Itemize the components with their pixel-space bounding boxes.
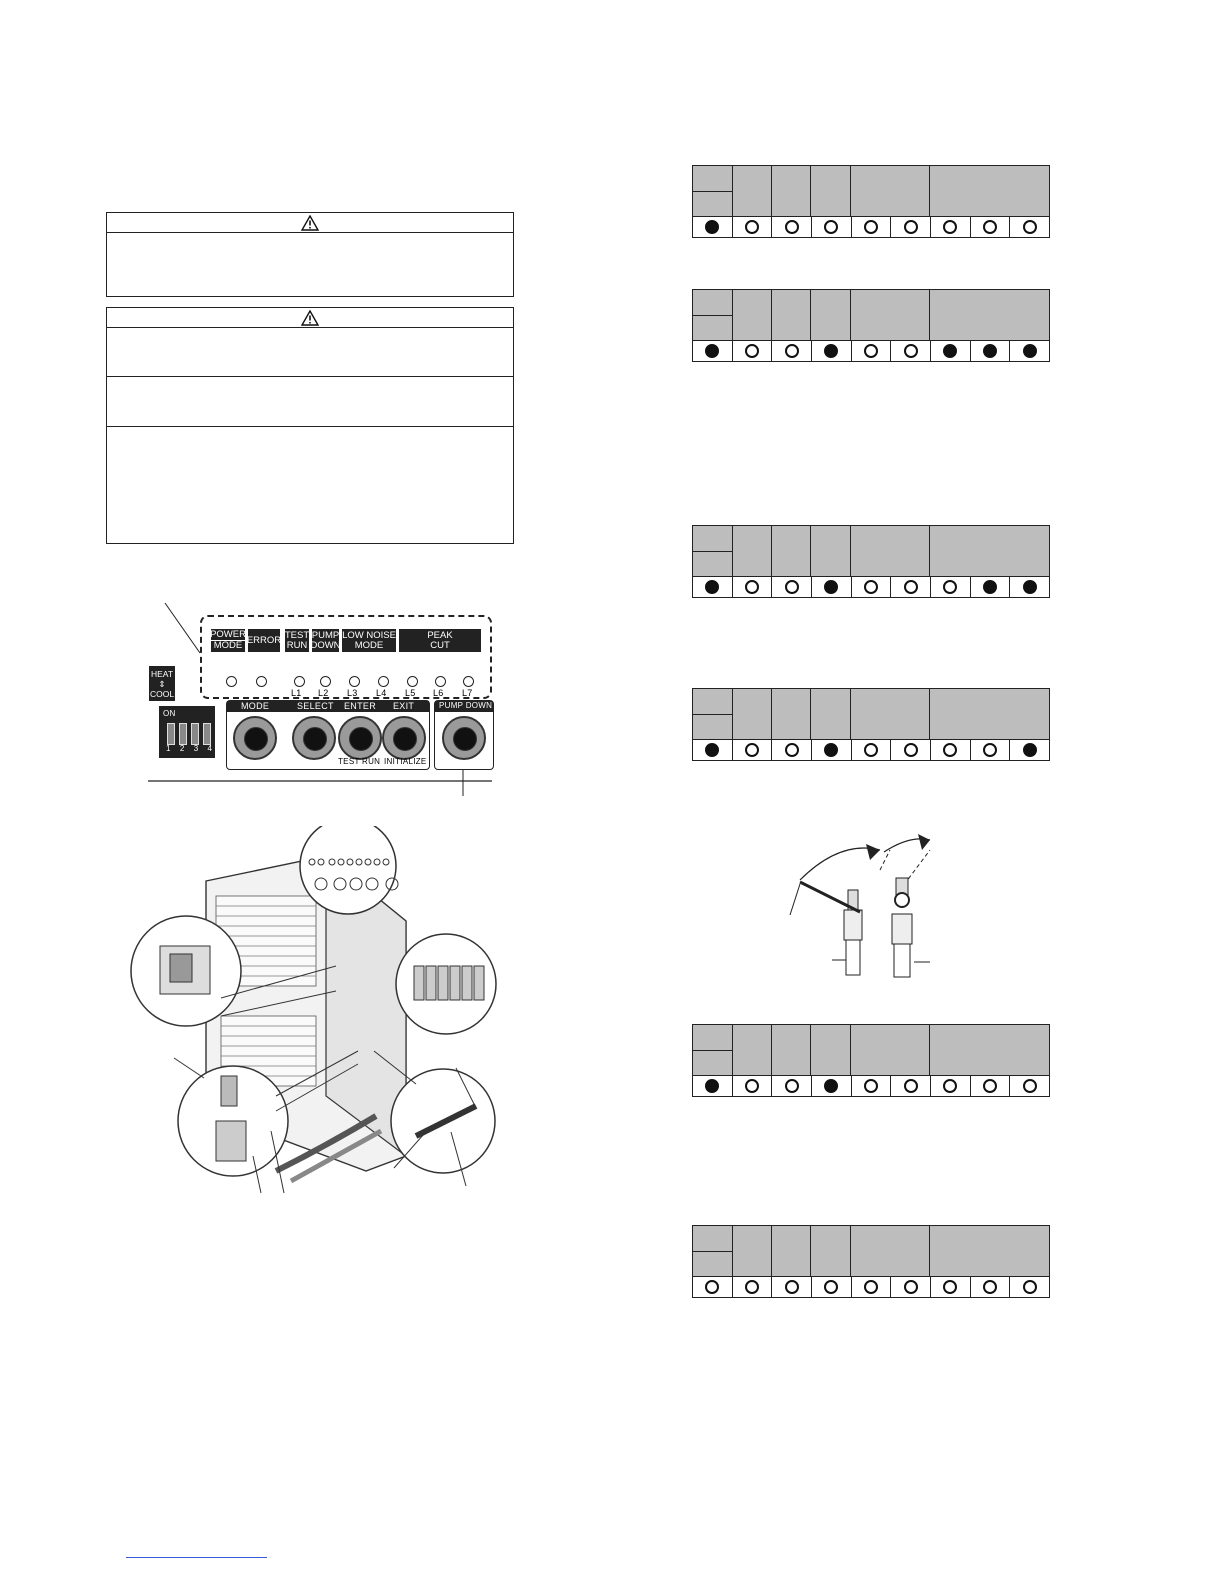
led-cell bbox=[733, 577, 773, 597]
led-cell bbox=[812, 1076, 852, 1096]
led-cell bbox=[772, 217, 812, 237]
led-on-indicator bbox=[1023, 743, 1037, 757]
initialize-sublabel: INITIALIZE bbox=[384, 757, 427, 766]
table-header-cell bbox=[851, 689, 930, 739]
table-header-cell bbox=[930, 290, 1051, 340]
led-state-table bbox=[692, 688, 1050, 761]
enter-button[interactable] bbox=[338, 716, 382, 760]
led-on-indicator bbox=[983, 344, 997, 358]
led-off-indicator bbox=[904, 220, 918, 234]
label-cut-text: CUT bbox=[430, 639, 450, 651]
led-cell bbox=[971, 217, 1011, 237]
led-cell bbox=[693, 740, 733, 760]
led-cell bbox=[971, 1277, 1011, 1297]
led-cell bbox=[812, 217, 852, 237]
led-cell bbox=[693, 217, 733, 237]
select-label: SELECT bbox=[297, 701, 334, 711]
led-on-indicator bbox=[1023, 580, 1037, 594]
table-header-cell bbox=[772, 1226, 811, 1276]
table-header-cell bbox=[851, 290, 930, 340]
table-header-cell bbox=[772, 689, 811, 739]
led-off-indicator bbox=[904, 743, 918, 757]
led-off-indicator bbox=[745, 580, 759, 594]
led-cell bbox=[812, 577, 852, 597]
table-header-subcell bbox=[693, 1251, 733, 1276]
label-error-text: ERROR bbox=[246, 634, 282, 646]
led-off-indicator bbox=[864, 743, 878, 757]
led-label-l6: L6 bbox=[433, 688, 444, 698]
led-error bbox=[256, 676, 267, 687]
control-panel-diagram bbox=[140, 598, 500, 798]
led-off-indicator bbox=[745, 344, 759, 358]
dip-number-1: 1 bbox=[166, 744, 171, 753]
led-off-indicator bbox=[943, 1280, 957, 1294]
led-off-indicator bbox=[983, 1079, 997, 1093]
table-header-cell bbox=[772, 166, 811, 216]
table-header-cell bbox=[930, 166, 1051, 216]
led-cell bbox=[772, 1277, 812, 1297]
led-l3 bbox=[349, 676, 360, 687]
warning-row-1 bbox=[107, 328, 513, 377]
table-led-row bbox=[693, 216, 1049, 237]
led-off-indicator bbox=[904, 1280, 918, 1294]
warning-box-1-header bbox=[107, 213, 513, 233]
led-on-indicator bbox=[705, 743, 719, 757]
led-l5 bbox=[407, 676, 418, 687]
table-header-cell bbox=[851, 526, 930, 576]
main-buttons-bar bbox=[227, 701, 429, 712]
heat-cool-arrow-icon: ⇕ bbox=[158, 678, 166, 689]
label-peak-text: PEAK bbox=[427, 629, 453, 641]
label-power-text: POWER bbox=[210, 629, 246, 640]
select-button[interactable] bbox=[292, 716, 336, 760]
led-off-indicator bbox=[745, 1280, 759, 1294]
table-led-row bbox=[693, 576, 1049, 597]
led-cell bbox=[891, 1076, 931, 1096]
led-cell bbox=[931, 341, 971, 361]
led-cell bbox=[1010, 217, 1049, 237]
led-off-indicator bbox=[1023, 1079, 1037, 1093]
table-header-cell bbox=[930, 1226, 1051, 1276]
led-off-indicator bbox=[824, 220, 838, 234]
led-cell bbox=[812, 341, 852, 361]
led-cell bbox=[891, 577, 931, 597]
led-cell bbox=[1010, 1277, 1049, 1297]
led-off-indicator bbox=[904, 344, 918, 358]
led-cell bbox=[852, 1277, 892, 1297]
table-header-cell bbox=[811, 1226, 851, 1276]
label-run-text: RUN bbox=[286, 639, 308, 651]
led-off-indicator bbox=[864, 580, 878, 594]
table-led-row bbox=[693, 739, 1049, 760]
led-cell bbox=[931, 577, 971, 597]
dip-number-2: 2 bbox=[179, 744, 185, 753]
table-header-subcell bbox=[693, 714, 733, 739]
led-cell bbox=[852, 577, 892, 597]
led-on-indicator bbox=[943, 344, 957, 358]
table-header-subcell bbox=[693, 551, 733, 576]
led-cell bbox=[852, 1076, 892, 1096]
table-header-cell bbox=[851, 1025, 930, 1075]
label-pump-text: PUMP bbox=[311, 629, 340, 641]
dip-number-3: 3 bbox=[193, 744, 199, 753]
label-down-text: DOWN bbox=[310, 639, 341, 651]
pump-down-frame bbox=[434, 700, 494, 770]
led-cell bbox=[852, 341, 892, 361]
warning-box-2-header bbox=[107, 308, 513, 328]
table-header-cell bbox=[811, 526, 851, 576]
main-buttons-frame bbox=[226, 700, 430, 770]
led-label-l4: L4 bbox=[376, 688, 387, 698]
led-state-table bbox=[692, 165, 1050, 238]
led-off-indicator bbox=[745, 743, 759, 757]
led-cell bbox=[971, 577, 1011, 597]
led-label-l1: L1 bbox=[291, 688, 302, 698]
led-cell bbox=[931, 740, 971, 760]
led-on-indicator bbox=[824, 743, 838, 757]
led-off-indicator bbox=[785, 220, 799, 234]
table-header-cell bbox=[772, 1025, 811, 1075]
led-off-indicator bbox=[864, 1280, 878, 1294]
led-off-indicator bbox=[785, 1280, 799, 1294]
led-cell bbox=[772, 341, 812, 361]
table-header-cell bbox=[811, 166, 851, 216]
mode-label: MODE bbox=[241, 701, 270, 711]
led-on-indicator bbox=[1023, 344, 1037, 358]
led-on-indicator bbox=[824, 1079, 838, 1093]
led-cell bbox=[971, 740, 1011, 760]
led-off-indicator bbox=[745, 1079, 759, 1093]
label-test-text: TEST bbox=[284, 629, 310, 641]
led-label-l5: L5 bbox=[405, 688, 416, 698]
led-state-table bbox=[692, 1225, 1050, 1298]
led-cell bbox=[733, 740, 773, 760]
label-test-run bbox=[285, 629, 309, 652]
exit-button[interactable] bbox=[382, 716, 426, 760]
led-on-indicator bbox=[705, 344, 719, 358]
led-cell bbox=[733, 1277, 773, 1297]
label-mode2-text: MODE bbox=[354, 639, 384, 651]
table-header-cell bbox=[733, 290, 772, 340]
test-run-sublabel: TEST RUN bbox=[338, 757, 381, 766]
footer-link-underline[interactable] bbox=[126, 1557, 267, 1558]
table-header-cell bbox=[930, 689, 1051, 739]
label-cool-text: COOL bbox=[149, 688, 175, 699]
indicator-dashed-frame bbox=[200, 615, 492, 699]
led-off-indicator bbox=[943, 220, 957, 234]
table-led-row bbox=[693, 340, 1049, 361]
led-off-indicator bbox=[1023, 1280, 1037, 1294]
led-off-indicator bbox=[983, 220, 997, 234]
dip-number-4: 4 bbox=[207, 744, 212, 753]
table-header-cell bbox=[851, 166, 930, 216]
led-off-indicator bbox=[904, 1079, 918, 1093]
table-header-cell bbox=[930, 1025, 1051, 1075]
dip-on-label: ON bbox=[163, 709, 176, 718]
led-on-indicator bbox=[824, 344, 838, 358]
led-cell bbox=[1010, 740, 1049, 760]
table-header-cell bbox=[772, 526, 811, 576]
table-header-cell bbox=[733, 166, 772, 216]
led-cell bbox=[772, 577, 812, 597]
label-heat-text: HEAT bbox=[150, 668, 174, 679]
table-header-cell bbox=[811, 1025, 851, 1075]
led-off-indicator bbox=[983, 1280, 997, 1294]
warning-box-2 bbox=[106, 307, 514, 544]
led-cell bbox=[931, 217, 971, 237]
led-cell bbox=[1010, 341, 1049, 361]
led-cell bbox=[772, 1076, 812, 1096]
led-off-indicator bbox=[785, 1079, 799, 1093]
table-header-cell bbox=[851, 1226, 930, 1276]
led-cell bbox=[852, 740, 892, 760]
led-off-indicator bbox=[1023, 220, 1037, 234]
led-cell bbox=[852, 217, 892, 237]
led-l2 bbox=[320, 676, 331, 687]
heat-cool-indicator bbox=[149, 666, 175, 701]
outdoor-unit-illustration bbox=[126, 826, 502, 1194]
led-cell bbox=[1010, 1076, 1049, 1096]
led-off-indicator bbox=[943, 1079, 957, 1093]
label-peak-cut bbox=[399, 629, 481, 652]
led-cell bbox=[891, 740, 931, 760]
led-off-indicator bbox=[943, 743, 957, 757]
led-cell bbox=[891, 217, 931, 237]
led-off-indicator bbox=[785, 743, 799, 757]
led-cell bbox=[971, 1076, 1011, 1096]
led-cell bbox=[693, 1277, 733, 1297]
led-l7 bbox=[463, 676, 474, 687]
led-cell bbox=[891, 341, 931, 361]
led-off-indicator bbox=[785, 344, 799, 358]
led-off-indicator bbox=[864, 220, 878, 234]
warning-box-1 bbox=[106, 212, 514, 297]
table-header-cell bbox=[811, 689, 851, 739]
led-cell bbox=[971, 341, 1011, 361]
enter-label: ENTER bbox=[344, 701, 377, 711]
table-header-subcell bbox=[693, 1050, 733, 1075]
led-l4 bbox=[378, 676, 389, 687]
table-led-row bbox=[693, 1075, 1049, 1096]
led-l1 bbox=[294, 676, 305, 687]
led-cell bbox=[812, 740, 852, 760]
table-header-subcell bbox=[693, 191, 733, 216]
label-error bbox=[248, 629, 280, 652]
dip-switch[interactable] bbox=[159, 706, 215, 758]
dip-number-row bbox=[166, 744, 212, 753]
led-cell bbox=[891, 1277, 931, 1297]
valve-rotation-diagram bbox=[780, 830, 950, 980]
label-pump-down bbox=[312, 629, 339, 652]
exit-label: EXIT bbox=[393, 701, 415, 711]
led-state-table bbox=[692, 525, 1050, 598]
led-on-indicator bbox=[824, 580, 838, 594]
table-header-cell bbox=[733, 689, 772, 739]
led-power bbox=[226, 676, 237, 687]
table-header-cell bbox=[733, 1025, 772, 1075]
led-cell bbox=[693, 341, 733, 361]
table-header-cell bbox=[772, 290, 811, 340]
pump-down-button[interactable] bbox=[442, 716, 486, 760]
led-off-indicator bbox=[864, 1079, 878, 1093]
table-header-cell bbox=[930, 526, 1051, 576]
led-label-l2: L2 bbox=[318, 688, 329, 698]
led-off-indicator bbox=[745, 220, 759, 234]
led-off-indicator bbox=[864, 344, 878, 358]
led-cell bbox=[693, 1076, 733, 1096]
warning-row-2 bbox=[107, 377, 513, 427]
label-power-mode bbox=[211, 629, 245, 652]
table-header-cell bbox=[811, 290, 851, 340]
mode-button[interactable] bbox=[233, 716, 277, 760]
led-l6 bbox=[435, 676, 446, 687]
led-off-indicator bbox=[943, 580, 957, 594]
led-state-table bbox=[692, 289, 1050, 362]
led-cell bbox=[733, 217, 773, 237]
table-header-cell bbox=[733, 526, 772, 576]
label-low-noise-mode bbox=[342, 629, 396, 652]
led-cell bbox=[812, 1277, 852, 1297]
led-cell bbox=[733, 1076, 773, 1096]
table-header-subcell bbox=[693, 315, 733, 340]
led-off-indicator bbox=[705, 1280, 719, 1294]
led-cell bbox=[693, 577, 733, 597]
led-on-indicator bbox=[705, 1079, 719, 1093]
led-cell bbox=[733, 341, 773, 361]
led-cell bbox=[931, 1277, 971, 1297]
pump-down-bar bbox=[435, 701, 493, 712]
led-label-l3: L3 bbox=[347, 688, 358, 698]
table-header-cell bbox=[733, 1226, 772, 1276]
led-off-indicator bbox=[983, 743, 997, 757]
warning-row-3 bbox=[107, 427, 513, 543]
warning-triangle-icon bbox=[301, 310, 319, 326]
dip-toggles bbox=[167, 723, 211, 743]
led-on-indicator bbox=[705, 220, 719, 234]
table-led-row bbox=[693, 1276, 1049, 1297]
led-cell bbox=[1010, 577, 1049, 597]
led-on-indicator bbox=[705, 580, 719, 594]
pump-down-label: PUMP DOWN bbox=[439, 701, 493, 710]
led-off-indicator bbox=[785, 580, 799, 594]
led-cell bbox=[931, 1076, 971, 1096]
panel-detail-bubble bbox=[300, 826, 396, 914]
label-mode-text: MODE bbox=[213, 640, 243, 651]
led-off-indicator bbox=[904, 580, 918, 594]
led-on-indicator bbox=[983, 580, 997, 594]
label-low-noise-text: LOW NOISE bbox=[342, 629, 396, 641]
led-cell bbox=[772, 740, 812, 760]
warning-triangle-icon bbox=[301, 215, 319, 231]
led-label-l7: L7 bbox=[462, 688, 473, 698]
led-state-table bbox=[692, 1024, 1050, 1097]
led-off-indicator bbox=[824, 1280, 838, 1294]
